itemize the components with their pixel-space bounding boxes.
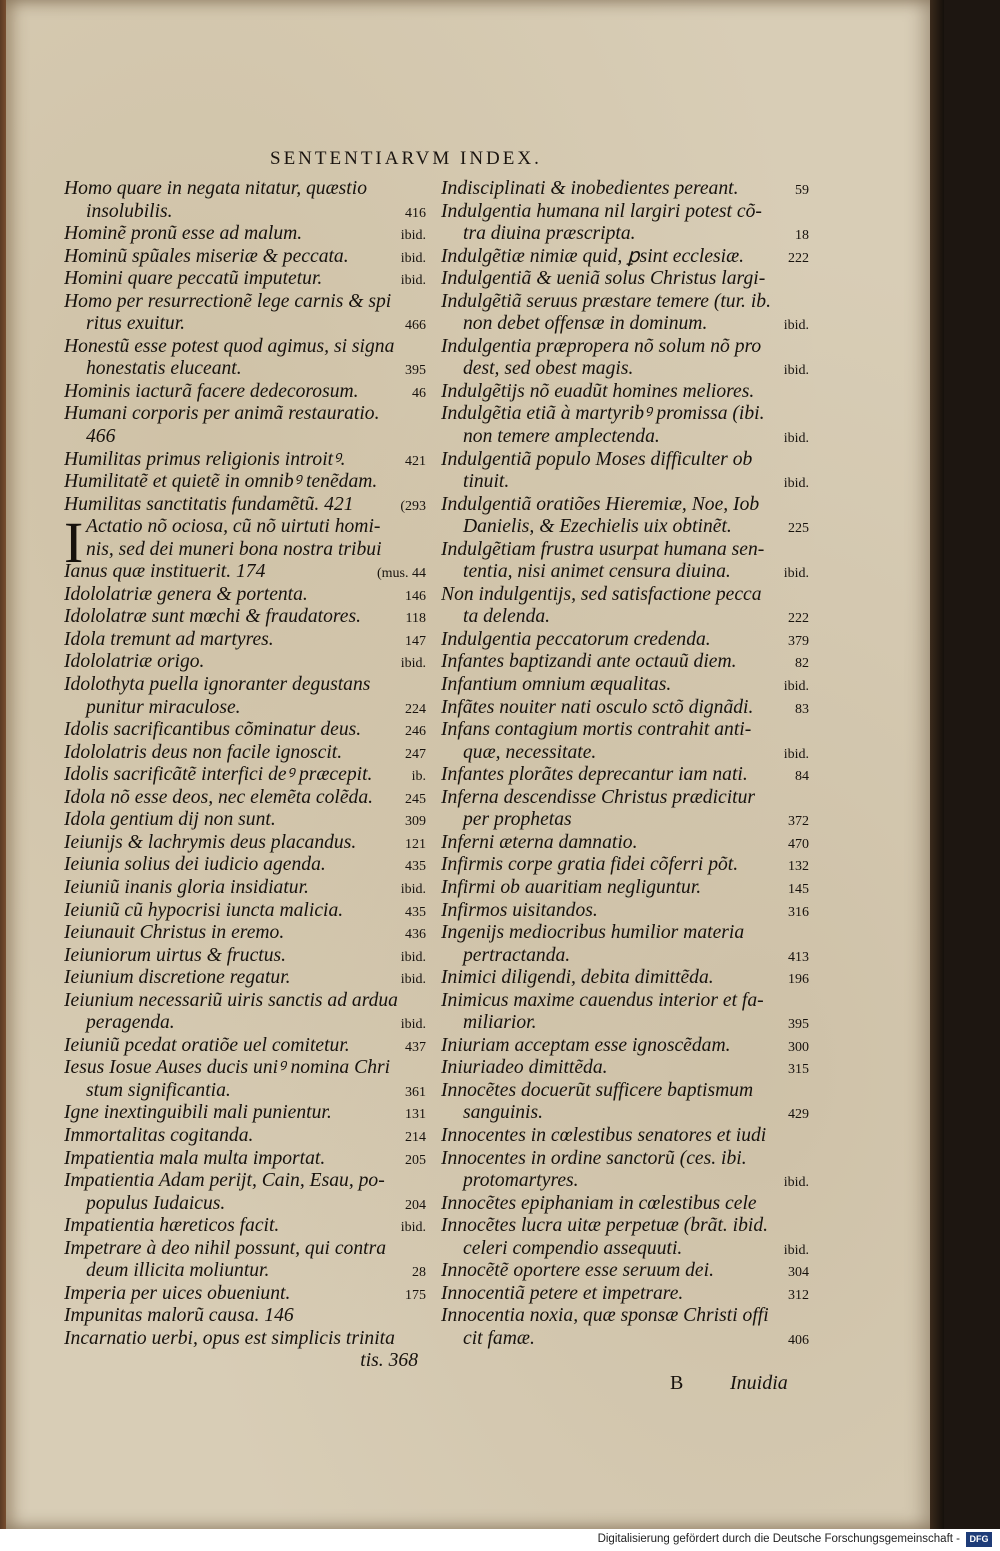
index-entry-line <box>64 1350 426 1373</box>
index-entry-line <box>64 1305 426 1328</box>
page-reference: ibid. <box>400 273 426 289</box>
page-reference: ibid. <box>783 318 809 334</box>
index-entry-text: pertractanda. <box>463 944 571 966</box>
index-entry-line <box>64 268 426 291</box>
index-entry-text: punitur miraculose. <box>86 696 241 718</box>
index-entry-text: Humilitas sanctitatis fundamẽtũ. 421 <box>64 493 354 515</box>
index-entry-text: Hominẽ pronũ esse ad malum. <box>64 223 303 245</box>
page-reference: 315 <box>788 1062 809 1078</box>
index-entry-text: Ingenijs mediocribus humilior materia <box>441 922 745 944</box>
index-entry-text: Homini quare peccatũ imputetur. <box>64 268 323 290</box>
index-entry-line <box>64 787 426 810</box>
index-entry-text: tis. 368 <box>360 1350 418 1372</box>
page-reference: 437 <box>405 1039 426 1055</box>
index-entry-line <box>441 1012 809 1035</box>
index-entry-text: nis, sed dei muneri bona nostra tribui <box>86 538 382 560</box>
index-entry-text: Humilitas primus religionis introitꝰ. <box>64 448 346 470</box>
page-reference: 121 <box>405 836 426 852</box>
index-entry-line <box>441 764 809 787</box>
index-entry-text: Ieiunijs & lachrymis deus placandus. <box>64 831 357 853</box>
page-reference: (293 <box>400 498 426 514</box>
page-reference: ibid. <box>783 566 809 582</box>
index-entry-text: Non indulgentijs, sed satisfactione pecca <box>441 583 762 605</box>
index-entry-text: Impatientia hæreticos facit. <box>64 1215 280 1237</box>
index-entry-line <box>441 1238 809 1261</box>
index-entry-text: Indulgentia peccatorum credenda. <box>441 628 711 650</box>
index-entry-line <box>441 832 809 855</box>
index-entry-text: Impatientia Adam perijt, Cain, Esau, po- <box>64 1170 385 1192</box>
index-entry-line <box>64 426 426 449</box>
index-entry-text: Indulgentia præpropera nõ solum nõ pro <box>441 335 762 357</box>
page-reference: 416 <box>405 205 426 221</box>
index-entry-line <box>64 201 426 224</box>
index-entry-text: Ieiunia solius dei iudicio agenda. <box>64 854 326 876</box>
page-reference: 421 <box>405 453 426 469</box>
page-reference: ibid. <box>783 1242 809 1258</box>
index-entry-line <box>64 449 426 472</box>
index-entry-line <box>441 516 809 539</box>
index-entry-text: dest, sed obest magis. <box>463 358 634 380</box>
index-entry-text: quæ, necessitate. <box>463 741 597 763</box>
index-entry-line <box>64 561 426 584</box>
page-reference: 395 <box>788 1017 809 1033</box>
index-entry-line <box>64 945 426 968</box>
page-reference: 395 <box>405 363 426 379</box>
index-entry-line <box>64 854 426 877</box>
index-entry-line <box>64 1012 426 1035</box>
page-reference: 146 <box>405 588 426 604</box>
index-entry-text: Inimici diligendi, debita dimittẽda. <box>441 967 714 989</box>
index-entry-line <box>64 832 426 855</box>
index-entry-text: Idololatræ sunt mœchi & fraudatores. <box>64 606 362 628</box>
page-reference: 83 <box>795 701 809 717</box>
page-reference: 246 <box>405 724 426 740</box>
index-entry-line <box>441 449 809 472</box>
index-entry-text: miliarior. <box>463 1012 537 1034</box>
index-entry-line <box>64 651 426 674</box>
index-entry-line <box>441 1193 809 1216</box>
index-entry-text: Impatientia mala multa importat. <box>64 1147 326 1169</box>
index-entry-line <box>441 1328 809 1351</box>
page-reference: ibid. <box>400 250 426 266</box>
index-entry-text: Ieiunauit Christus in eremo. <box>64 922 285 944</box>
index-entry-text: Infantium omnium æqualitas. <box>441 674 672 696</box>
index-entry-line <box>64 178 426 201</box>
index-entry-text: celeri compendio assequuti. <box>463 1237 683 1259</box>
page-reference: ib. <box>411 769 426 785</box>
index-entry-text: Humilitatẽ et quietẽ in omnibꝰ tenẽdam. <box>64 471 378 493</box>
index-entry-line <box>441 336 809 359</box>
index-entry-text: Iniuriadeo dimittẽda. <box>441 1057 608 1079</box>
page-reference: ibid. <box>783 476 809 492</box>
index-entry-line <box>441 1215 809 1238</box>
index-entry-text: Idola gentium dij non sunt. <box>64 809 276 831</box>
page-reference: 435 <box>405 859 426 875</box>
index-entry-text: Indulgentiã oratiões Hieremiæ, Noe, Iob <box>441 493 760 515</box>
page-reference: 145 <box>788 881 809 897</box>
page-reference: ibid. <box>783 363 809 379</box>
index-entry-text: Ieiuniorum uirtus & fructus. <box>64 944 287 966</box>
index-entry-line <box>441 1125 809 1148</box>
index-entry-text: Impunitas malorũ causa. 146 <box>64 1305 294 1327</box>
page-reference: 312 <box>788 1287 809 1303</box>
index-entry-text: Inimicus maxime cauendus interior et fa- <box>441 989 764 1011</box>
index-entry-line <box>441 967 809 990</box>
index-entry-text: Infãtes nouiter nati osculo sctõ dignãdi. <box>441 696 754 718</box>
index-entry-text: Infirmi ob auaritiam negliguntur. <box>441 876 702 898</box>
page-reference: 247 <box>405 746 426 762</box>
index-entry-text: Hominis iacturã facere dedecorosum. <box>64 380 359 402</box>
index-entry-text: Indulgẽtia etiã à martyribꝰ promissa (ibi. <box>441 403 765 425</box>
page-reference: 300 <box>788 1039 809 1055</box>
index-entry-text: Inferni æterna damnatio. <box>441 831 638 853</box>
index-entry-line <box>441 561 809 584</box>
index-entry-line <box>64 313 426 336</box>
index-entry-line <box>64 223 426 246</box>
index-entry-text: Indulgentia humana nil largiri potest cõ- <box>441 200 762 222</box>
index-entry-line <box>64 764 426 787</box>
page-reference: ibid. <box>400 1017 426 1033</box>
page-reference: 379 <box>788 633 809 649</box>
index-entry-text: Ieiuniũ cũ hypocrisi iuncta malicia. <box>64 899 344 921</box>
index-entry-line <box>441 719 809 742</box>
page-reference: ibid. <box>400 228 426 244</box>
index-entry-line <box>441 1260 809 1283</box>
index-entry-line <box>441 1305 809 1328</box>
index-entry-line <box>64 1283 426 1306</box>
page-reference: ibid. <box>400 949 426 965</box>
index-entry-text: Infirmos uisitandos. <box>441 899 598 921</box>
page-reference: 132 <box>788 859 809 875</box>
index-entry-line <box>64 1193 426 1216</box>
index-entry-text: Innocẽtẽ oportere esse seruum dei. <box>441 1260 714 1282</box>
page-reference: ibid. <box>783 746 809 762</box>
index-entry-line <box>64 967 426 990</box>
index-entry-text: Idolis sacrificantibus cõminatur deus. <box>64 719 362 741</box>
index-entry-line <box>441 313 809 336</box>
index-entry-text: Ieiunium discretione regatur. <box>64 967 291 989</box>
index-entry-text: Ianus quæ instituerit. 174 <box>64 561 266 583</box>
index-entry-line <box>64 990 426 1013</box>
index-entry-line <box>441 877 809 900</box>
page-reference: 84 <box>795 769 809 785</box>
index-entry-line <box>64 742 426 765</box>
index-entry-line <box>441 201 809 224</box>
page-reference: 18 <box>795 228 809 244</box>
index-entry-line <box>64 719 426 742</box>
page-reference: 316 <box>788 904 809 920</box>
index-entry-text: Indulgẽtiæ nimiæ quid, ꝑsint ecclesiæ. <box>441 245 745 267</box>
index-column-right <box>441 178 809 1350</box>
index-entry-text: Innocentes in cœlestibus senatores et iudi <box>441 1124 767 1146</box>
index-entry-text: Indulgẽtijs nõ euadũt homines meliores. <box>441 380 755 402</box>
page-reference: ibid. <box>400 656 426 672</box>
index-entry-text: honestatis eluceant. <box>86 358 242 380</box>
page-reference: 466 <box>405 318 426 334</box>
page-reference: 361 <box>405 1084 426 1100</box>
index-entry-line <box>64 1170 426 1193</box>
index-entry-line <box>441 178 809 201</box>
index-entry-text: Innocentes in ordine sanctorũ (ces. ibi. <box>441 1147 747 1169</box>
page-reference: 429 <box>788 1107 809 1123</box>
index-entry-line <box>441 900 809 923</box>
index-entry-line <box>441 1148 809 1171</box>
index-entry-text: cit famæ. <box>463 1327 535 1349</box>
index-entry-line <box>441 1102 809 1125</box>
page-reference: (mus. 44 <box>377 566 426 582</box>
catchword: Inuidia <box>730 1372 788 1394</box>
index-entry-line <box>441 787 809 810</box>
index-entry-text: Homo quare in negata nitatur, quæstio <box>64 178 367 199</box>
index-entry-line <box>441 697 809 720</box>
index-entry-line <box>64 358 426 381</box>
index-entry-line <box>441 1035 809 1058</box>
page-reference: 46 <box>412 385 426 401</box>
index-entry-text: Infirmis corpe gratia fidei cõferri põt. <box>441 854 739 876</box>
page-reference: ibid. <box>400 972 426 988</box>
index-entry-line <box>441 471 809 494</box>
page-reference: 118 <box>405 611 426 627</box>
index-entry-line <box>441 651 809 674</box>
page-reference: 413 <box>788 949 809 965</box>
index-entry-line <box>441 1057 809 1080</box>
page-reference: 245 <box>405 791 426 807</box>
index-entry-text: Iniuriam acceptam esse ignoscẽdam. <box>441 1034 731 1056</box>
index-entry-line <box>64 900 426 923</box>
index-entry-text: Imperia per uices obueniunt. <box>64 1282 291 1304</box>
index-entry-text: protomartyres. <box>463 1170 579 1192</box>
index-entry-line <box>441 990 809 1013</box>
index-entry-line <box>64 1125 426 1148</box>
index-entry-line <box>441 223 809 246</box>
index-entry-text: Innocẽtes epiphaniam in cœlestibus cele <box>441 1192 757 1214</box>
page-reference: 309 <box>405 814 426 830</box>
index-entry-line <box>64 1238 426 1261</box>
page-reference: 435 <box>405 904 426 920</box>
index-entry-line <box>441 629 809 652</box>
index-entry-text: sanguinis. <box>463 1102 544 1124</box>
index-entry-line <box>64 471 426 494</box>
index-entry-text: Actatio nõ ociosa, cũ nõ uirtuti homi- <box>86 516 381 538</box>
index-entry-text: Idolothyta puella ignoranter degustans <box>64 674 371 696</box>
index-entry-text: Idololatriæ origo. <box>64 651 205 673</box>
index-entry-line <box>441 539 809 562</box>
dfg-logo: DFG <box>966 1532 992 1547</box>
index-entry-line <box>64 246 426 269</box>
index-entry-line <box>64 629 426 652</box>
index-entry-text: Iesus Iosue Auses ducis uniꝰ nomina Chri <box>64 1057 391 1079</box>
index-entry-line <box>64 403 426 426</box>
page-reference: 406 <box>788 1332 809 1348</box>
index-entry-text: Innocentia noxia, quæ sponsæ Christi offi <box>441 1305 769 1327</box>
index-entry-text: Indisciplinati & inobedientes pereant. <box>441 178 739 199</box>
index-entry-text: Infantes baptizandi ante octauũ diem. <box>441 651 737 673</box>
index-entry-text: Indulgẽtiã seruus præstare temere (tur. ib. <box>441 290 771 312</box>
index-entry-text: ritus exuitur. <box>86 313 186 335</box>
index-entry-line <box>441 426 809 449</box>
page-reference: 436 <box>405 927 426 943</box>
index-entry-text: ta delenda. <box>463 606 551 628</box>
index-entry-line <box>64 1260 426 1283</box>
index-entry-text: peragenda. <box>86 1012 175 1034</box>
index-entry-line <box>441 246 809 269</box>
page-reference: 131 <box>405 1107 426 1123</box>
index-entry-line <box>64 1102 426 1125</box>
index-entry-line <box>441 291 809 314</box>
index-entry-text: Ieiuniũ pcedat oratiõe uel comitetur. <box>64 1034 350 1056</box>
index-entry-text: populus Iudaicus. <box>86 1192 226 1214</box>
drop-cap: I <box>64 510 84 575</box>
index-entry-line <box>441 809 809 832</box>
page-reference: ibid. <box>400 881 426 897</box>
index-entry-text: Idolis sacrificãtẽ interfici deꝰ præcepit. <box>64 764 373 786</box>
index-entry-line <box>441 584 809 607</box>
page-reference: 59 <box>795 183 809 198</box>
index-entry-line <box>64 1215 426 1238</box>
index-entry-line <box>64 494 426 517</box>
index-entry-text: deum illicita moliuntur. <box>86 1260 270 1282</box>
index-entry-text: stum significantia. <box>86 1079 231 1101</box>
index-entry-text: Ieiuniũ inanis gloria insidiatur. <box>64 876 309 898</box>
index-entry-line <box>441 1080 809 1103</box>
index-entry-text: Impetrare à deo nihil possunt, qui contra <box>64 1237 387 1259</box>
index-entry-line <box>441 945 809 968</box>
index-entry-text: Indulgentiã populo Moses difficulter ob <box>441 448 753 470</box>
page-reference: 82 <box>795 656 809 672</box>
page-reference: 196 <box>788 972 809 988</box>
page-reference: 175 <box>405 1287 426 1303</box>
index-entry-text: Indulgentiã & ueniã solus Christus largi- <box>441 268 766 290</box>
index-entry-text: per prophetas <box>463 809 572 831</box>
funding-notice: Digitalisierung gefördert durch die Deutsche Forschungsgemeinschaft - <box>597 1533 960 1545</box>
signature-mark: B <box>670 1372 684 1394</box>
index-entry-text: Innocẽtes lucra uitæ perpetuæ (brãt. ibid. <box>441 1215 769 1237</box>
page-reference: 28 <box>412 1265 426 1281</box>
index-entry-text: tra diuina præscripta. <box>463 223 636 245</box>
index-entry-text: Humani corporis per animã restauratio. <box>64 403 380 425</box>
index-entry-line <box>441 854 809 877</box>
page-reference: 204 <box>405 1197 426 1213</box>
index-entry-line <box>441 381 809 404</box>
index-entry-text: tentia, nisi animet censura diuina. <box>463 561 731 583</box>
page-reference: 222 <box>788 611 809 627</box>
index-entry-line <box>64 922 426 945</box>
page-reference: 214 <box>405 1129 426 1145</box>
index-entry-line <box>441 922 809 945</box>
index-entry-text: insolubilis. <box>86 200 173 222</box>
index-entry-text: Ieiunium necessariũ uiris sanctis ad ardua <box>64 989 398 1011</box>
page-reference: 372 <box>788 814 809 830</box>
page-shadow-edge <box>930 0 944 1529</box>
index-entry-text: Incarnatio uerbi, opus est simplicis trinita <box>64 1327 395 1349</box>
index-entry-line <box>64 1328 426 1351</box>
index-entry-text: tinuit. <box>463 471 510 493</box>
index-entry-line <box>64 1148 426 1171</box>
page-reference: ibid. <box>783 679 809 695</box>
index-entry-line <box>441 268 809 291</box>
index-entry-text: Hominũ spũales miseriæ & peccata. <box>64 245 349 267</box>
index-entry-text: Igne inextinguibili mali punientur. <box>64 1102 332 1124</box>
index-entry-line <box>64 336 426 359</box>
index-entry-line <box>64 539 426 562</box>
index-entry-line <box>441 1283 809 1306</box>
index-entry-line <box>441 494 809 517</box>
index-entry-text: Idololatris deus non facile ignoscit. <box>64 741 343 763</box>
index-entry-line <box>64 877 426 900</box>
index-entry-line <box>64 674 426 697</box>
page-reference: 225 <box>788 521 809 537</box>
index-entry-text: Idola tremunt ad martyres. <box>64 628 274 650</box>
index-entry-line <box>64 381 426 404</box>
index-entry-line <box>441 358 809 381</box>
index-entry-line <box>64 1080 426 1103</box>
index-entry-text: Danielis, & Ezechielis uix obtinẽt. <box>463 516 732 538</box>
page-reference: 304 <box>788 1265 809 1281</box>
page-reference: 224 <box>405 701 426 717</box>
page-reference: 205 <box>405 1152 426 1168</box>
index-entry-text: Infans contagium mortis contrahit anti- <box>441 719 752 741</box>
index-entry-text: non debet offensæ in dominum. <box>463 313 708 335</box>
index-entry-text: Indulgẽtiam frustra usurpat humana sen- <box>441 538 765 560</box>
page-reference: 147 <box>405 633 426 649</box>
index-entry-text: Inferna descendisse Christus prædicitur <box>441 786 756 808</box>
index-entry-text: Idololatriæ genera & portenta. <box>64 583 308 605</box>
running-head: SENTENTIARVM INDEX. <box>270 148 542 169</box>
index-entry-text: Immortalitas cogitanda. <box>64 1124 254 1146</box>
page-reference: 222 <box>788 250 809 266</box>
index-entry-text: non temere amplectenda. <box>463 426 660 448</box>
index-entry-text: Idola nõ esse deos, nec elemẽta colẽda. <box>64 786 374 808</box>
index-entry-text: Homo per resurrectionẽ lege carnis & spi <box>64 290 392 312</box>
page-reference: ibid. <box>400 1220 426 1236</box>
page-reference: ibid. <box>783 1175 809 1191</box>
index-column-left <box>64 178 426 1373</box>
index-entry-line <box>64 697 426 720</box>
index-entry-text: Infantes plorãtes deprecantur iam nati. <box>441 764 748 786</box>
index-entry-line <box>64 516 426 539</box>
index-entry-line <box>64 291 426 314</box>
index-entry-line <box>441 674 809 697</box>
index-entry-line <box>64 1035 426 1058</box>
index-entry-line <box>441 606 809 629</box>
index-entry-text: Innocentiã petere et impetrare. <box>441 1282 684 1304</box>
index-entry-text: Innocẽtes docuerũt sufficere baptismum <box>441 1079 754 1101</box>
index-entry-line <box>64 1057 426 1080</box>
page-reference: ibid. <box>783 431 809 447</box>
index-entry-line <box>64 809 426 832</box>
page-reference: 470 <box>788 836 809 852</box>
index-entry-text: Honestũ esse potest quod agimus, si signa <box>64 335 395 357</box>
footer-bar <box>0 1529 1000 1551</box>
index-entry-line <box>64 606 426 629</box>
index-entry-line <box>441 742 809 765</box>
index-entry-line <box>64 584 426 607</box>
index-entry-line <box>441 403 809 426</box>
index-entry-line <box>441 1170 809 1193</box>
index-entry-text: 466 <box>86 426 116 448</box>
